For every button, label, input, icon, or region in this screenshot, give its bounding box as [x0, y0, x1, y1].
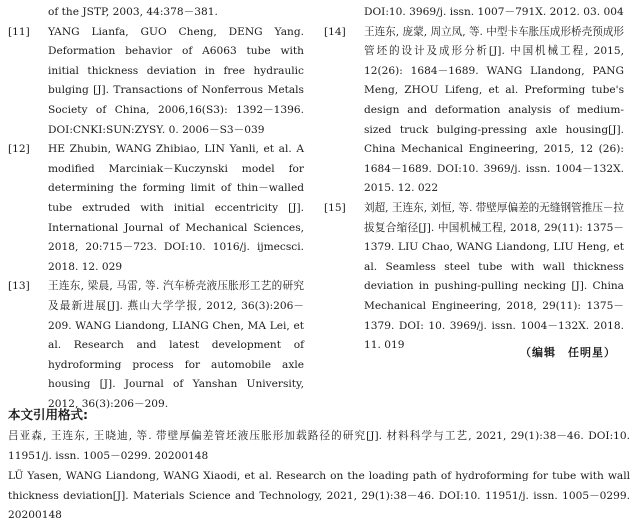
reference-text: HE Zhubin, WANG Zhibiao, LIN Yanli, et al. A modified Marciniak－Kuczynski model for determining the forming limit of thin－walled tube extruded with initial eccentricity [J]. International Journal of Mechanical Sciences, 2018, 20:715－723. DOI:10. 1016/j. ijmecsci. 2018. 12. 029 [48, 143, 304, 273]
editor-note: （编辑 任明星） [520, 346, 616, 359]
reference-text: 王连东, 庞蒙, 周立凤, 等. 中型卡车胀压成形桥壳预成形管坯的设计及成形分析[J]. 中国机械工程, 2015, 12(26): 1684－1689. WANG LIandong, PANG Meng, ZHOU Lifeng, et al. Preforming tube's design and deformation analysis of medium-sized truck bulging-pressing axle housing[J]. China Mechanical Engineering, 2015, 12 (26): 1684－1689. DOI:10. 3969/j. issn. 1004－132X. 2015. 12. 022 [364, 25, 625, 195]
reference-continuation: DOI:10. 3969/j. issn. 1007－791X. 2012. 03. 004 [364, 6, 624, 18]
reference-item [324, 23, 624, 199]
citation-english: LÜ Yasen, WANG Liandong, WANG Xiaodi, et al. Research on the loading path of hydroforming for tube with wall thickness deviation[J]. Materials Science and Technology, 2021, 29(1):38－46. DOI:10. 11951/j. issn. 1005－0299. 20200148 [8, 470, 630, 522]
reference-number: [14] [324, 25, 346, 38]
reference-number: [13] [8, 280, 30, 293]
citation-heading: 本文引用格式: [8, 407, 88, 422]
reference-text: 王连东, 梁晨, 马雷, 等. 汽车桥壳液压胀形工艺的研究及最新进展[J]. 燕山大学学报, 2012, 36(3):206－209. WANG Liandong, LIANG Chen, MA Lei, et al. Research and latest development of hydroforming process for automobile axle housing [J]. Journal of Yanshan University, 2012, 36(3):206－209. [48, 280, 304, 410]
reference-item [324, 199, 624, 356]
reference-item [8, 23, 304, 141]
left-column [8, 3, 304, 414]
right-column [324, 3, 624, 356]
reference-text: 刘超, 王连东, 刘恒, 等. 带壁厚偏差的无缝钢管推压－拉拔复合缩径[J]. 中国机械工程, 2018, 29(11): 1375－1379. LIU Chao, WANG Liandong, LIU Heng, et al. Seamless steel tube with wall thickness deviation in pushing-pulling necking [J]. China Mechanical Engineering, 2018, 29(11): 1375－1379. DOI: 10. 3969/j. issn. 1004－132X. 2018. 11. 019 [364, 201, 625, 352]
reference-item [8, 140, 304, 277]
reference-item [8, 277, 304, 414]
reference-number: [11] [8, 25, 30, 38]
reference-continuation: of the JSTP, 2003, 44:378－381. [48, 6, 218, 18]
reference-number: [15] [324, 201, 346, 214]
reference-text: YANG Lianfa, GUO Cheng, DENG Yang. Deformation behavior of A6063 tube with initial thickness deviation in free hydraulic bulging [J]. Transactions of Nonferrous Metals Society of China, 2006,16(S3): 1392－1396. DOI:CNKI:SUN:ZYSY. 0. 2006－S3－039 [48, 25, 304, 136]
reference-number: [12] [8, 143, 30, 156]
citation-chinese: 吕亚森, 王连东, 王晓迪, 等. 带壁厚偏差管坯液压胀形加载路径的研究[J]. 材料科学与工艺, 2021, 29(1):38－46. DOI:10. 11951/j. issn. 1005－0299. 20200148 [8, 430, 630, 462]
